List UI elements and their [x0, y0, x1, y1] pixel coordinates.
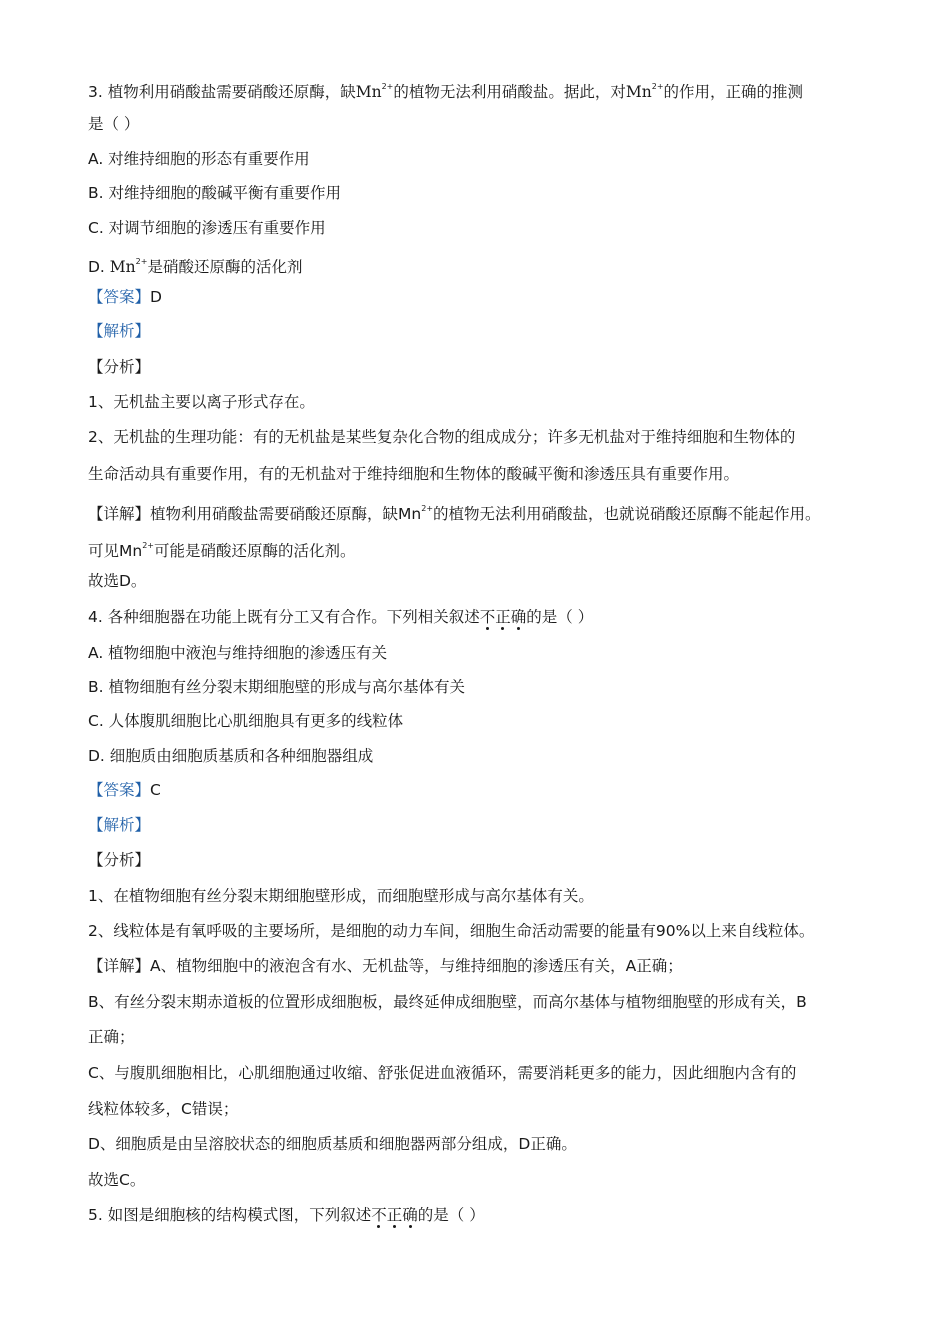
q5-stem: 5. 如图是细胞核的结构模式图，下列叙述不正确的是（ ） [88, 1206, 485, 1224]
q3-point1: 1、无机盐主要以离子形式存在。 [88, 393, 315, 411]
q3-stem-line1: 3. 植物利用硝酸盐需要硝酸还原酶，缺$Mn^{2+}$的植物无法利用硝酸盐。据此，对$Mn^{2+}$的作用，正确的推测 [88, 82, 804, 101]
q3-option-c: C. 对调节细胞的渗透压有重要作用 [88, 219, 326, 237]
q4-analysis-tag: 【解析】 [88, 816, 151, 834]
q4-answer [88, 780, 161, 800]
q4-option-a: A. 植物细胞中液泡与维持细胞的渗透压有关 [88, 644, 388, 662]
answer-value: D [150, 288, 162, 306]
q4-detail-a: 【详解】A、植物细胞中的液泡含有水、无机盐等，与维持细胞的渗透压有关，A正确； [88, 957, 683, 975]
q4-option-d: D. 细胞质由细胞质基质和各种细胞器组成 [88, 747, 374, 765]
emphasis-char: 正 [495, 608, 511, 626]
q4-conclusion: 故选C。 [88, 1171, 146, 1189]
q3-point2-line1: 2、无机盐的生理功能：有的无机盐是某些复杂化合物的组成成分；许多无机盐对于维持细胞和生物体的 [88, 428, 796, 446]
answer-tag: 【答案】 [88, 288, 151, 306]
q4-detail-c-line1: C、与腹肌细胞相比，心肌细胞通过收缩、舒张促进血液循环，需要消耗更多的能力，因此细胞内含有的 [88, 1064, 797, 1082]
q3-point2-line2: 生命活动具有重要作用，有的无机盐对于维持细胞和生物体的酸碱平衡和渗透压具有重要作用。 [88, 465, 740, 483]
q3-analysis-tag: 【解析】 [88, 322, 151, 340]
answer-tag: 【答案】 [88, 781, 151, 799]
q4-option-b: B. 植物细胞有丝分裂末期细胞壁的形成与高尔基体有关 [88, 678, 465, 696]
q3-answer [88, 287, 162, 307]
q4-detail-d: D、细胞质是由呈溶胶状态的细胞质基质和细胞器两部分组成，D正确。 [88, 1135, 577, 1153]
emphasis-char: 不 [371, 1206, 387, 1224]
q4-detail-c-line2: 线粒体较多，C错误； [88, 1100, 239, 1118]
answer-value: C [150, 781, 161, 799]
q4-detail-b-line2: 正确； [88, 1028, 135, 1046]
emphasis-char: 确 [510, 608, 527, 626]
q4-option-c: C. 人体腹肌细胞比心肌细胞具有更多的线粒体 [88, 712, 404, 730]
q3-option-b: B. 对维持细胞的酸碱平衡有重要作用 [88, 184, 341, 202]
q3-detail-line1: 【详解】植物利用硝酸盐需要硝酸还原酶，缺$Mn^{2+}$的植物无法利用硝酸盐，也就说硝酸还原酶不能起作用。 [88, 504, 821, 523]
q3-conclusion: 故选D。 [88, 572, 147, 590]
q4-point1: 1、在植物细胞有丝分裂末期细胞壁形成，而细胞壁形成与高尔基体有关。 [88, 887, 594, 905]
emphasis-char: 确 [402, 1206, 418, 1224]
q4-detail-b-line1: B、有丝分裂末期赤道板的位置形成细胞板，最终延伸成细胞壁，而高尔基体与植物细胞壁的形成有关，B [88, 993, 807, 1011]
q3-option-a: A. 对维持细胞的形态有重要作用 [88, 150, 310, 168]
q4-fenxi-tag: 【分析】 [88, 851, 151, 869]
q3-option-d: D. $Mn^{2+}$是硝酸还原酶的活化剂 [88, 257, 303, 276]
q3-fenxi-tag: 【分析】 [88, 358, 151, 376]
emphasis-char: 不 [479, 608, 496, 626]
q4-stem: 4. 各种细胞器在功能上既有分工又有合作。下列相关叙述不正确的是（ ） [88, 608, 594, 626]
q3-detail-line2: 可见$Mn^{2+}$可能是硝酸还原酶的活化剂。 [88, 541, 356, 560]
q4-point2: 2、线粒体是有氧呼吸的主要场所，是细胞的动力车间，细胞生命活动需要的能量有90%以上来自线粒体。 [88, 922, 815, 940]
q3-stem-line2: 是（ ） [88, 115, 140, 133]
emphasis-char: 正 [386, 1206, 403, 1224]
